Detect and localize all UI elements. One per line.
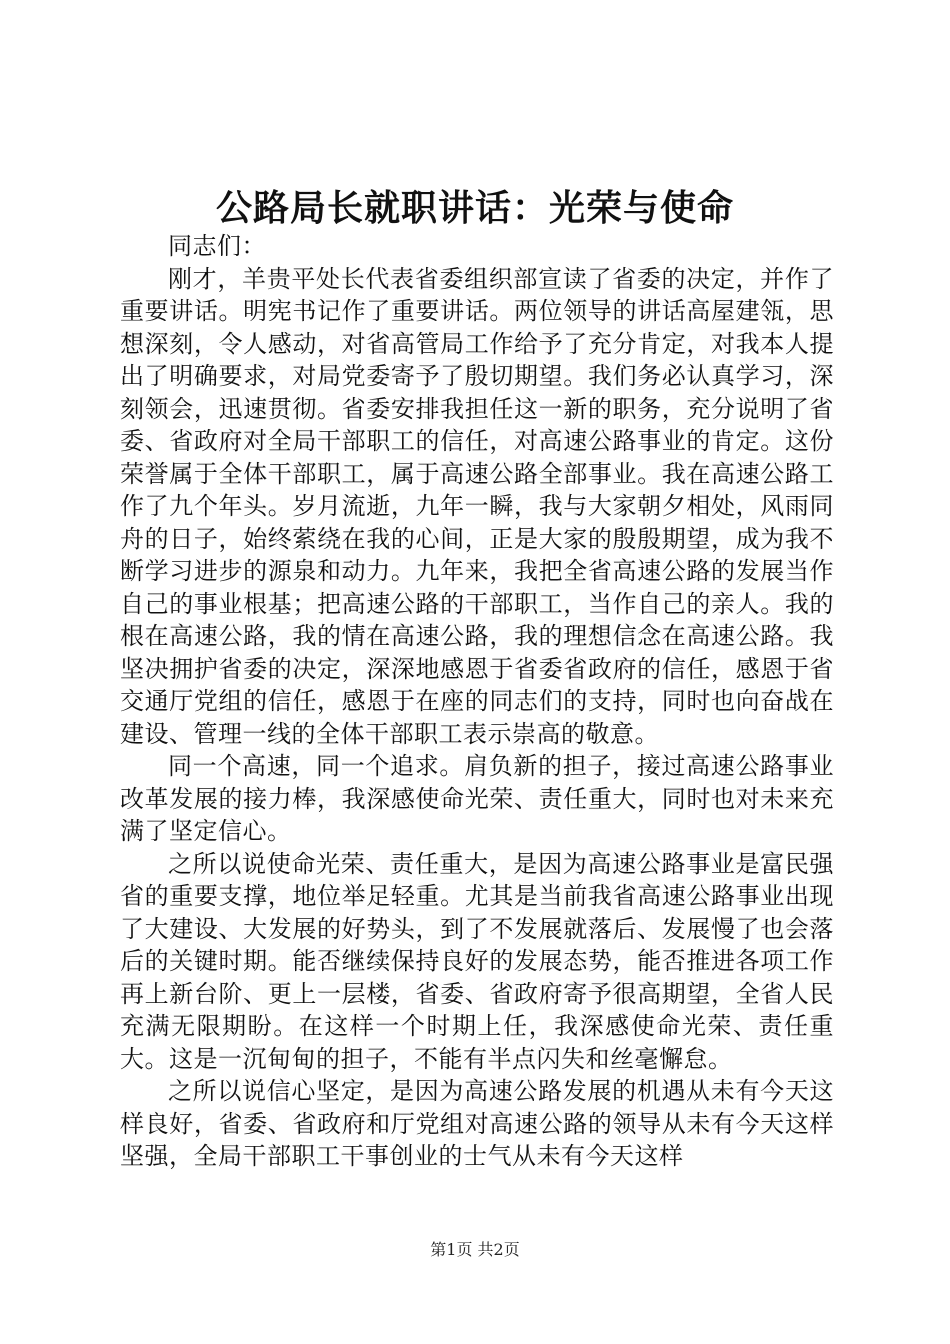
page-number-footer: 第1页 共2页 (430, 1240, 520, 1259)
body-paragraph: 之所以说使命光荣、责任重大，是因为高速公路事业是富民强省的重要支撑，地位举足轻重。尤其是当前我省高速公路事业出现了大建设、大发展的好势头，到了不发展就落后、发展慢了也会落后的关键时期。能否继续保持良好的发展态势，能否推进各项工作再上新台阶、更上一层楼，省委、省政府寄予很高期望，全省人民充满无限期盼。在这样一个时期上任，我深感使命光荣、责任重大。这是一沉甸甸的担子，不能有半点闪失和丝毫懈怠。 (120, 849, 834, 1073)
body-paragraph: 刚才，羊贵平处长代表省委组织部宣读了省委的决定，并作了重要讲话。明宪书记作了重要讲话。两位领导的讲话高屋建瓴，思想深刻，令人感动，对省高管局工作给予了充分肯定，对我本人提出了明确要求，对局党委寄予了殷切期望。我们务必认真学习，深刻领会，迅速贯彻。省委安排我担任这一新的职务，充分说明了省委、省政府对全局干部职工的信任，对高速公路事业的肯定。这份荣誉属于全体干部职工，属于高速公路全部事业。我在高速公路工作了九个年头。岁月流逝，九年一瞬，我与大家朝夕相处，风雨同舟的日子，始终萦绕在我的心间，正是大家的殷殷期望，成为我不断学习进步的源泉和动力。九年来，我把全省高速公路的发展当作自己的事业根基；把高速公路的干部职工，当作自己的亲人。我的根在高速公路，我的情在高速公路，我的理想信念在高速公路。我坚决拥护省委的决定，深深地感恩于省委省政府的信任，感恩于省交通厅党组的信任，感恩于在座的同志们的支持，同时也向奋战在建设、管理一线的全体干部职工表示崇高的敬意。 (120, 264, 834, 748)
body-paragraph: 同一个高速，同一个追求。肩负新的担子，接过高速公路事业改革发展的接力棒，我深感使命光荣、责任重大，同时也对未来充满了坚定信心。 (120, 752, 834, 845)
document-title: 公路局长就职讲话：光荣与使命 (215, 187, 734, 229)
document-body (120, 230, 834, 1173)
body-paragraph: 之所以说信心坚定，是因为高速公路发展的机遇从未有今天这样良好，省委、省政府和厅党组对高速公路的领导从未有今天这样坚强，全局干部职工干事创业的士气从未有今天这样 (120, 1077, 834, 1170)
salutation-paragraph: 同志们： (168, 232, 266, 260)
